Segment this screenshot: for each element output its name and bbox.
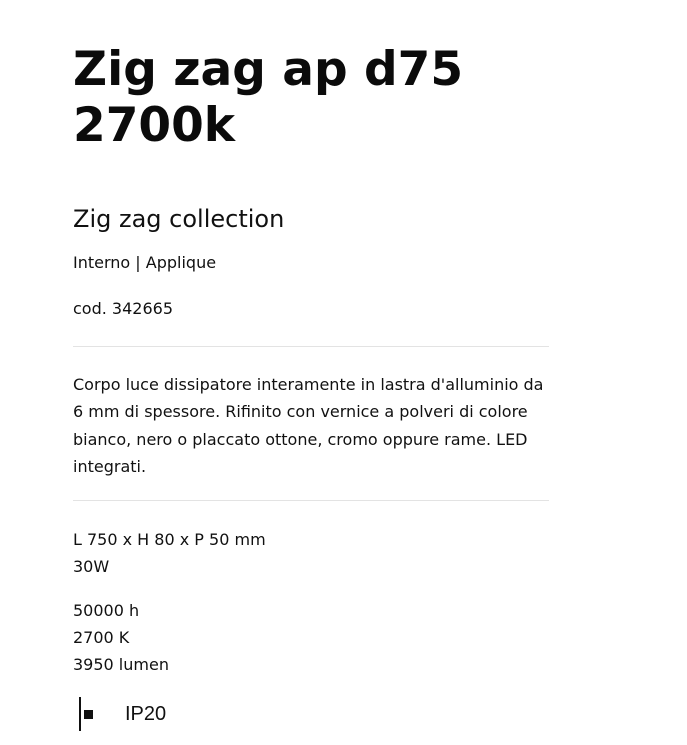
specs-group-physical [73,526,266,580]
divider [73,500,549,501]
divider [73,346,549,347]
spec-dimensions: L 750 x H 80 x P 50 mm [73,530,266,549]
spec-lifetime: 50000 h [73,601,140,620]
product-description: Corpo luce dissipatore interamente in lastra d'alluminio da 6 mm di spessore. Rifinito con vernice a polveri di colore bianco, nero o placcato ottone, cromo oppure rame. LED integrati. [73,375,544,476]
ip-square-icon [84,710,93,719]
product-code: cod. 342665 [73,299,173,318]
spec-color-temperature: 2700 K [73,628,130,647]
collection-name: Zig zag collection [73,205,285,233]
spec-luminous-flux: 3950 lumen [73,655,169,674]
specs-group-light [73,597,169,678]
ip-rating [79,697,166,731]
product-title: Zig zag ap d75 2700k [73,42,464,153]
spec-power: 30W [73,557,110,576]
product-category: Interno | Applique [73,253,217,272]
ip-rating-label: IP20 [125,703,167,725]
ip-rating-icon [79,697,81,731]
